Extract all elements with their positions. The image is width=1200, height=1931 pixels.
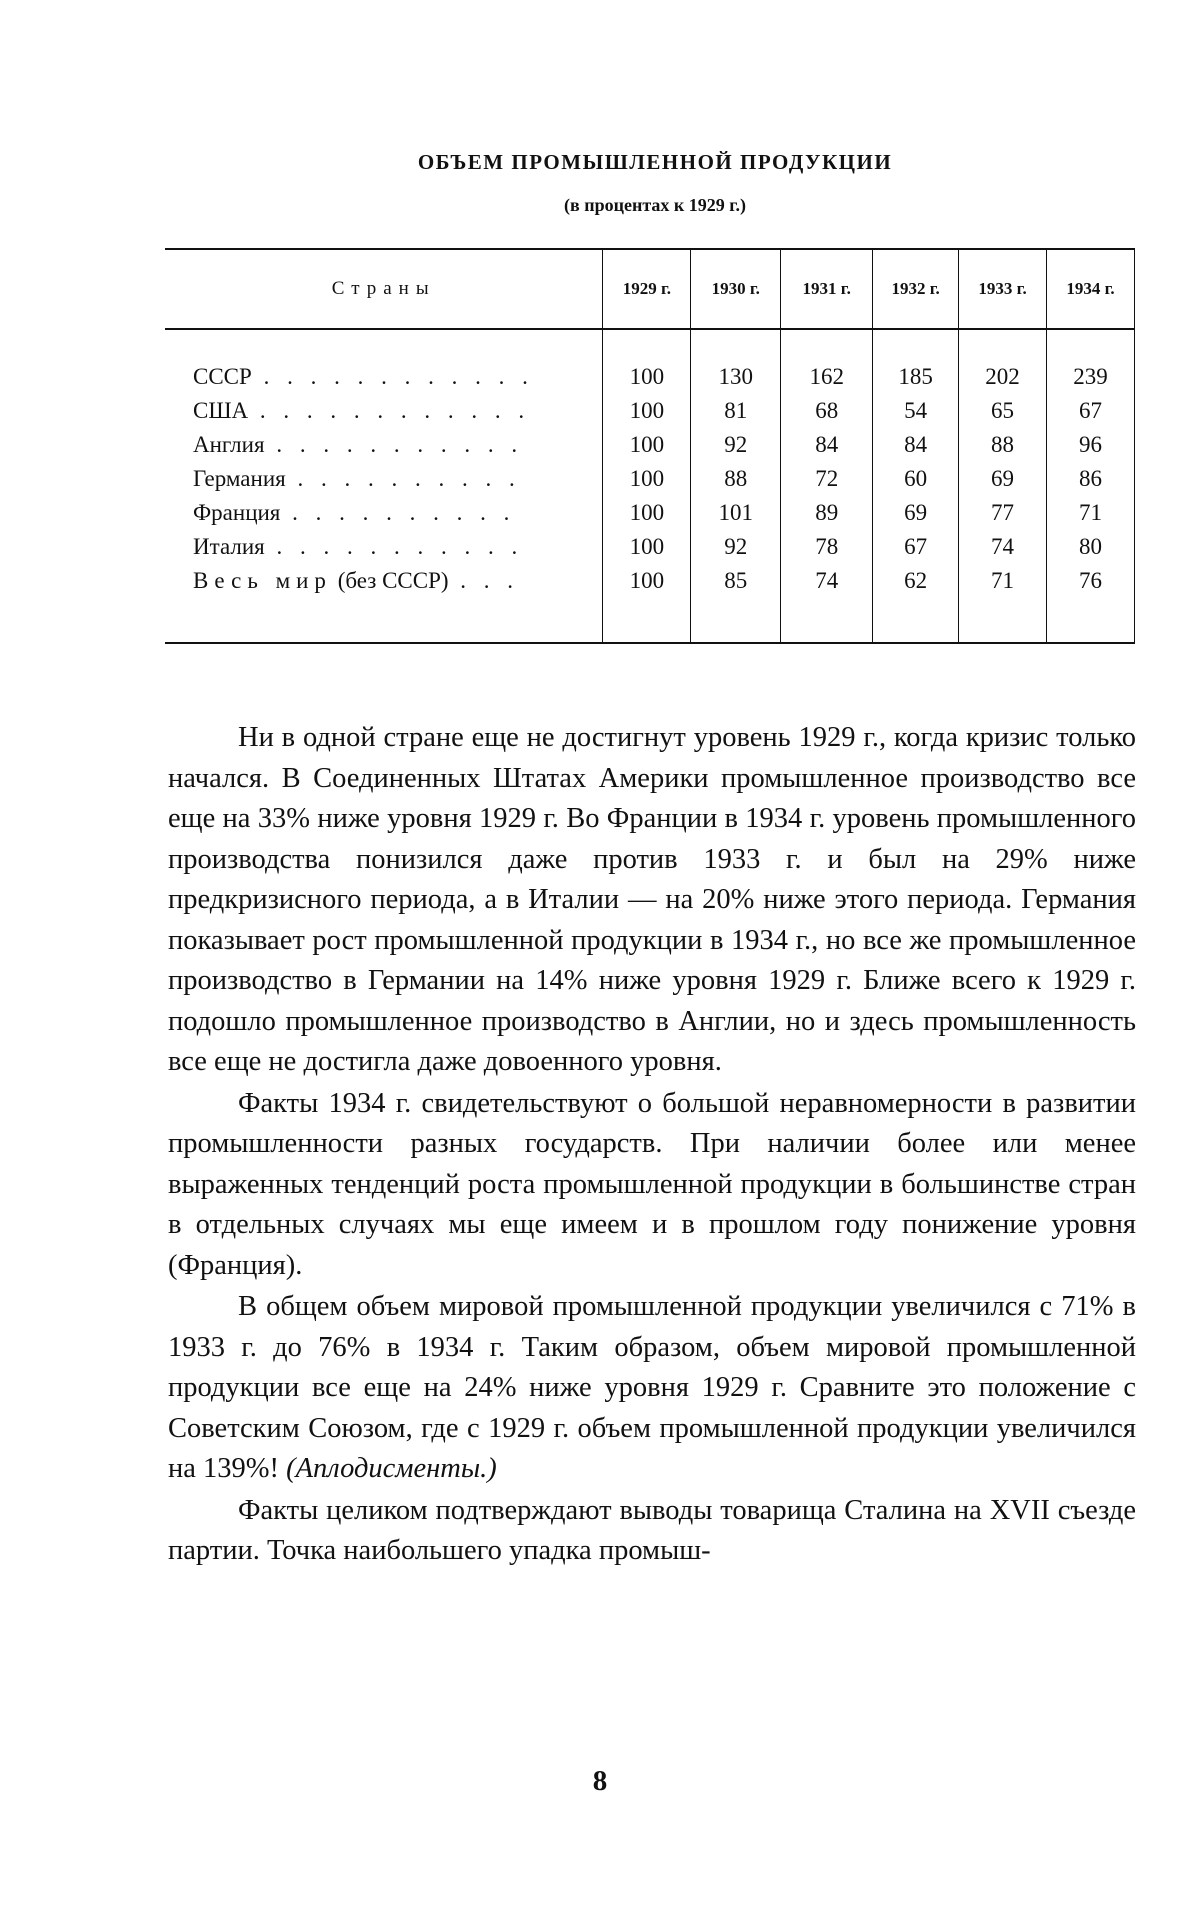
value-cell: 185 xyxy=(873,360,959,394)
country-name: США xyxy=(193,398,249,423)
value-cell: 202 xyxy=(959,360,1047,394)
value-cell: 88 xyxy=(691,462,781,496)
country-name: Франция xyxy=(193,500,281,525)
value-cell: 81 xyxy=(691,394,781,428)
value-cell: 162 xyxy=(781,360,873,394)
value-cell: 89 xyxy=(781,496,873,530)
column-header-1930: 1930 г. xyxy=(691,249,781,329)
table-spacer-row xyxy=(165,598,1135,643)
country-name: Италия xyxy=(193,534,265,559)
value-cell: 100 xyxy=(603,428,691,462)
country-cell xyxy=(165,428,603,462)
value-cell: 100 xyxy=(603,564,691,598)
value-cell: 74 xyxy=(781,564,873,598)
body-text xyxy=(168,718,1136,1572)
value-cell: 71 xyxy=(1047,496,1135,530)
table-subtitle: (в процентах к 1929 г.) xyxy=(564,195,746,215)
table-row xyxy=(165,564,1135,598)
value-cell: 72 xyxy=(781,462,873,496)
column-header-1933: 1933 г. xyxy=(959,249,1047,329)
value-cell: 76 xyxy=(1047,564,1135,598)
country-name: Германия xyxy=(193,466,286,491)
value-cell: 65 xyxy=(959,394,1047,428)
value-cell: 69 xyxy=(959,462,1047,496)
table-row xyxy=(165,428,1135,462)
value-cell: 100 xyxy=(603,360,691,394)
column-header-countries: Страны xyxy=(165,249,603,329)
value-cell: 100 xyxy=(603,462,691,496)
country-cell xyxy=(165,496,603,530)
value-cell: 67 xyxy=(1047,394,1135,428)
paragraph: Факты целиком подтверждают выводы товарища Сталина на XVII съезде партии. Точка наибольшего упадка промыш- xyxy=(168,1494,1136,1566)
country-name: СССР xyxy=(193,364,252,389)
country-cell xyxy=(165,462,603,496)
country-name: (без СССР) xyxy=(337,568,449,593)
dot-leader: . . . . . . . . . . . xyxy=(264,432,524,457)
value-cell: 68 xyxy=(781,394,873,428)
dot-leader: . . . . . . . . . . xyxy=(280,500,516,525)
value-cell: 78 xyxy=(781,530,873,564)
table-row xyxy=(165,496,1135,530)
value-cell: 71 xyxy=(959,564,1047,598)
column-header-1931: 1931 г. xyxy=(781,249,873,329)
value-cell: 239 xyxy=(1047,360,1135,394)
industrial-output-table xyxy=(165,248,1135,644)
applause-note: (Аплодисменты.) xyxy=(286,1453,497,1484)
dot-leader: . . . . . . . . . . xyxy=(285,466,521,491)
value-cell: 100 xyxy=(603,394,691,428)
table-header-row xyxy=(165,249,1135,329)
value-cell: 100 xyxy=(603,530,691,564)
paragraph: Факты 1934 г. свидетельствуют о большой неравномерности в развитии промышленности разных государств. При наличии более или менее выраженных тенденций роста промышленной продукции в большинстве стран в отдельных случаях мы еще имеем и в прошлом году понижение уровня (Франция). xyxy=(168,1087,1136,1281)
column-header-1929: 1929 г. xyxy=(603,249,691,329)
value-cell: 62 xyxy=(873,564,959,598)
value-cell: 101 xyxy=(691,496,781,530)
country-name-spaced: Весь мир xyxy=(193,568,332,593)
value-cell: 96 xyxy=(1047,428,1135,462)
value-cell: 54 xyxy=(873,394,959,428)
value-cell: 88 xyxy=(959,428,1047,462)
value-cell: 80 xyxy=(1047,530,1135,564)
table-row xyxy=(165,360,1135,394)
value-cell: 69 xyxy=(873,496,959,530)
country-name: Англия xyxy=(193,432,265,457)
value-cell: 85 xyxy=(691,564,781,598)
paragraph xyxy=(168,1287,1136,1490)
value-cell: 74 xyxy=(959,530,1047,564)
country-cell xyxy=(165,394,603,428)
table-title: ОБЪЕМ ПРОМЫШЛЕННОЙ ПРОДУКЦИИ xyxy=(417,150,893,174)
paragraph-text: В общем объем мировой промышленной продукции увеличился с 71% в 1933 г. до 76% в 1934 г. Таким образом, объем мировой промышленной продукции все еще на 24% ниже уровня 1929 г. Сравните это положение с Советским Союзом, где с 1929 г. объем промышленной продукции увеличился на 139%! xyxy=(168,1291,1136,1484)
table-row xyxy=(165,394,1135,428)
page-number: 8 xyxy=(592,1765,608,1797)
value-cell: 130 xyxy=(691,360,781,394)
paragraph: Ни в одной стране еще не достигнут уровень 1929 г., когда кризис только начался. В Соединенных Штатах Америки промышленное производство все еще на 33% ниже уровня 1929 г. Во Франции в 1934 г. уровень промышленного производства понизился даже против 1933 г. и был на 29% ниже предкризисного периода, а в Италии — на 20% ниже этого периода. Германия показывает рост промышленной продукции в 1934 г., но все же промышленное производство в Германии на 14% ниже уровня 1929 г. Ближе всего к 1929 г. подошло промышленное производство в Англии, но и здесь промышленность все еще не достигла даже довоенного уровня. xyxy=(168,722,1136,1077)
table-spacer-row xyxy=(165,329,1135,360)
value-cell: 67 xyxy=(873,530,959,564)
value-cell: 92 xyxy=(691,530,781,564)
value-cell: 60 xyxy=(873,462,959,496)
country-cell xyxy=(165,564,603,598)
country-cell xyxy=(165,360,603,394)
dot-leader: . . . . . . . . . . . . xyxy=(251,364,534,389)
value-cell: 100 xyxy=(603,496,691,530)
table-row xyxy=(165,530,1135,564)
table-row xyxy=(165,462,1135,496)
value-cell: 77 xyxy=(959,496,1047,530)
column-header-1934: 1934 г. xyxy=(1047,249,1135,329)
value-cell: 92 xyxy=(691,428,781,462)
country-cell xyxy=(165,530,603,564)
dot-leader: . . . . . . . . . . . xyxy=(264,534,524,559)
column-header-1932: 1932 г. xyxy=(873,249,959,329)
value-cell: 86 xyxy=(1047,462,1135,496)
value-cell: 84 xyxy=(873,428,959,462)
dot-leader: . . . xyxy=(448,568,520,593)
value-cell: 84 xyxy=(781,428,873,462)
dot-leader: . . . . . . . . . . . . xyxy=(248,398,531,423)
